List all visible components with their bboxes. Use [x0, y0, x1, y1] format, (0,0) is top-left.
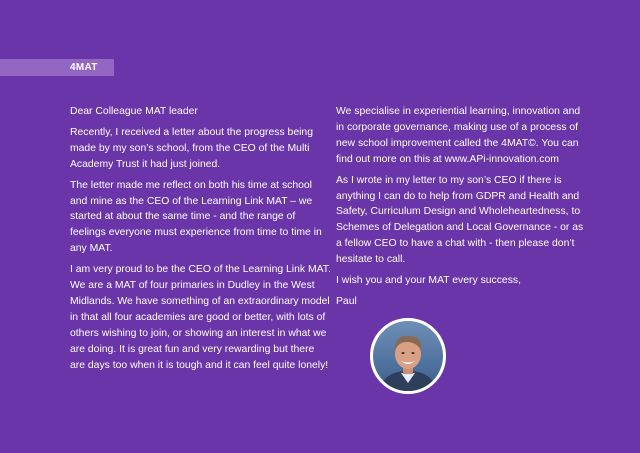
signature: Paul	[336, 295, 357, 307]
paragraph-learning-link-mat: I am very proud to be the CEO of the Learning Link MAT. We are a MAT of four primaries in Dudley in the West Midlands. We have something of an extraordinary model in that all four academies are good or better, with lots of others wishing to join, or showing an interest in what we are doing. It is great fun and very rewarding but there are days too when it is tough and it can feel quite lonely!	[70, 264, 331, 371]
portrait-icon	[373, 321, 443, 391]
author-portrait	[370, 318, 446, 394]
letter-right-column	[336, 104, 586, 315]
section-tag-label: 4MAT	[70, 62, 98, 73]
paragraph-reflection: The letter made me reflect on both his time at school and mine as the CEO of the Learning Link MAT – we started at about the same time - and the range of feelings everyone must experience from time to time in any MAT.	[70, 179, 322, 255]
paragraph-offer-help: As I wrote in my letter to my son’s CEO if there is anything I can do to help from GDPR and Health and Safety, Curriculum Design and Wholeheartedness, to Schemes of Delegation and Local Governance - or as a fellow CEO to have a chat with - then please don’t hesitate to call.	[336, 174, 584, 266]
letter-left-column	[70, 104, 332, 379]
salutation: Dear Colleague MAT leader	[70, 106, 198, 117]
paragraph-recent-letter: Recently, I received a letter about the progress being made by my son’s school, from the CEO of the Multi Academy Trust it had just joined.	[70, 126, 313, 170]
paragraph-specialism: We specialise in experiential learning, innovation and in corporate governance, making use of a process of new school improvement called the 4MAT©. You can find out more on this at www.APi-innovation.com	[336, 106, 581, 165]
paragraph-closing: I wish you and your MAT every success,	[336, 275, 521, 287]
